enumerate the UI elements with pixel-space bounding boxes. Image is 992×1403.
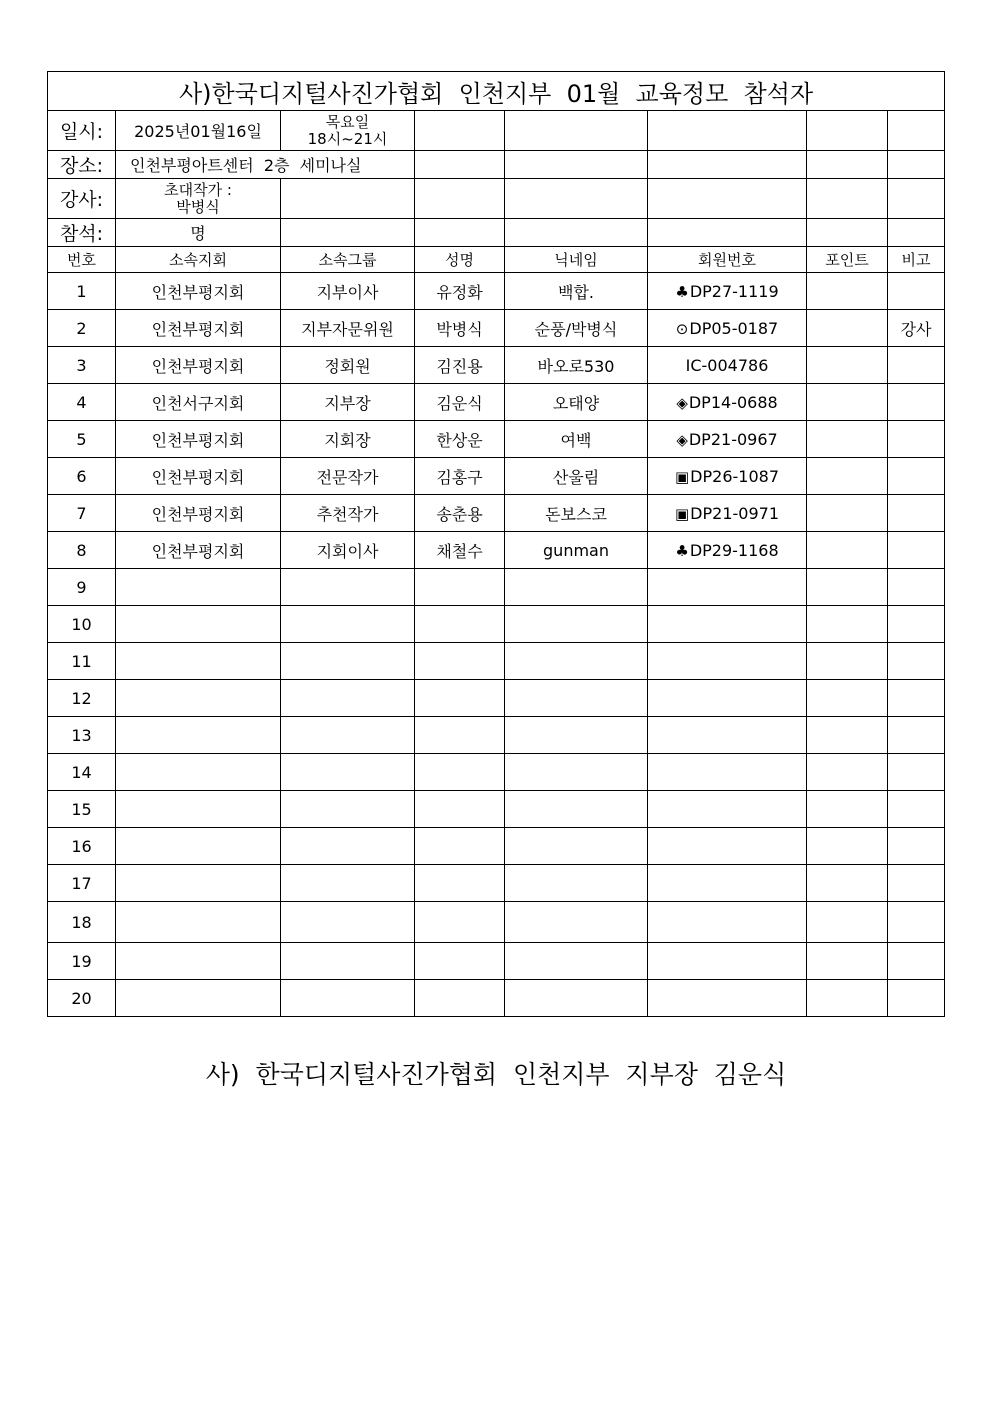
lecturer-label: 강사:	[48, 179, 116, 219]
note-cell	[888, 791, 945, 828]
name-cell	[415, 606, 505, 643]
group-cell	[281, 828, 415, 865]
branch-cell: 인천서구지회	[116, 384, 281, 421]
note-cell: 강사	[888, 310, 945, 347]
row-number: 18	[48, 902, 116, 943]
point-cell	[807, 458, 888, 495]
group-cell: 전문작가	[281, 458, 415, 495]
empty-cell	[505, 219, 648, 247]
column-header-point: 포인트	[807, 247, 888, 273]
row-number: 16	[48, 828, 116, 865]
note-cell	[888, 273, 945, 310]
member-number-cell	[648, 717, 807, 754]
nickname-cell	[505, 865, 648, 902]
weekday-time	[281, 111, 415, 151]
nickname-cell: gunman	[505, 532, 648, 569]
table-row	[48, 606, 945, 643]
note-cell	[888, 421, 945, 458]
member-number-cell	[648, 828, 807, 865]
table-row	[48, 791, 945, 828]
member-number: DP14-0688	[688, 392, 778, 412]
branch-cell	[116, 865, 281, 902]
point-cell	[807, 680, 888, 717]
note-cell	[888, 606, 945, 643]
note-cell	[888, 717, 945, 754]
table-row	[48, 643, 945, 680]
name-cell: 김홍구	[415, 458, 505, 495]
group-cell	[281, 717, 415, 754]
branch-cell	[116, 717, 281, 754]
name-cell: 송춘용	[415, 495, 505, 532]
nickname-cell: 순풍/박병식	[505, 310, 648, 347]
table-row	[48, 680, 945, 717]
name-cell: 박병식	[415, 310, 505, 347]
branch-cell	[116, 569, 281, 606]
nickname-cell	[505, 902, 648, 943]
nickname-cell: 오태양	[505, 384, 648, 421]
name-cell	[415, 643, 505, 680]
row-number: 20	[48, 980, 116, 1017]
column-header-branch: 소속지회	[116, 247, 281, 273]
time-range: 18시~21시	[307, 129, 388, 148]
nickname-cell	[505, 980, 648, 1017]
column-header-nickname: 닉네임	[505, 247, 648, 273]
empty-cell	[807, 219, 888, 247]
table-row	[48, 902, 945, 943]
name-cell	[415, 980, 505, 1017]
row-number: 7	[48, 495, 116, 532]
name-cell: 채철수	[415, 532, 505, 569]
name-cell	[415, 828, 505, 865]
empty-cell	[648, 219, 807, 247]
table-row	[48, 384, 945, 421]
member-number-cell	[648, 980, 807, 1017]
branch-cell	[116, 828, 281, 865]
point-cell	[807, 865, 888, 902]
point-cell	[807, 791, 888, 828]
branch-cell	[116, 606, 281, 643]
name-cell	[415, 717, 505, 754]
branch-cell	[116, 791, 281, 828]
empty-cell	[648, 151, 807, 179]
column-header-note: 비고	[888, 247, 945, 273]
group-cell	[281, 643, 415, 680]
group-cell	[281, 980, 415, 1017]
nickname-cell	[505, 643, 648, 680]
table-row	[48, 865, 945, 902]
row-number: 11	[48, 643, 116, 680]
group-cell: 지부이사	[281, 273, 415, 310]
empty-cell	[505, 179, 648, 219]
member-number: IC-004786	[685, 355, 769, 375]
group-cell: 정회원	[281, 347, 415, 384]
member-grade-symbol: ▣	[674, 504, 690, 523]
nickname-cell	[505, 606, 648, 643]
group-cell: 추천작가	[281, 495, 415, 532]
branch-cell: 인천부평지회	[116, 458, 281, 495]
empty-cell	[888, 219, 945, 247]
member-grade-symbol: ◈	[676, 393, 688, 412]
member-grade-symbol: ▣	[674, 467, 690, 486]
lecturer-name: 박병식	[176, 197, 220, 216]
table-row	[48, 458, 945, 495]
point-cell	[807, 643, 888, 680]
group-cell: 지회장	[281, 421, 415, 458]
note-cell	[888, 458, 945, 495]
nickname-cell	[505, 680, 648, 717]
point-cell	[807, 980, 888, 1017]
branch-cell: 인천부평지회	[116, 532, 281, 569]
row-number: 3	[48, 347, 116, 384]
member-grade-symbol: ⊙	[675, 319, 689, 338]
point-cell	[807, 310, 888, 347]
empty-cell	[415, 151, 505, 179]
note-cell	[888, 902, 945, 943]
member-number: DP29-1168	[689, 540, 779, 560]
branch-cell: 인천부평지회	[116, 347, 281, 384]
name-cell	[415, 791, 505, 828]
empty-cell	[648, 179, 807, 219]
footer-signature: 사) 한국디지털사진가협회 인천지부 지부장 김운식	[205, 1060, 787, 1089]
nickname-cell	[505, 717, 648, 754]
member-number-cell	[648, 643, 807, 680]
empty-cell	[415, 179, 505, 219]
attendance-table	[47, 71, 945, 1017]
empty-cell	[888, 111, 945, 151]
member-number: DP21-0971	[690, 503, 779, 523]
nickname-cell: 백합.	[505, 273, 648, 310]
table-row	[48, 943, 945, 980]
point-cell	[807, 943, 888, 980]
note-cell	[888, 347, 945, 384]
point-cell	[807, 273, 888, 310]
attend-value: 명	[116, 219, 281, 247]
point-cell	[807, 902, 888, 943]
name-cell	[415, 865, 505, 902]
point-cell	[807, 828, 888, 865]
date-value: 2025년01월16일	[116, 111, 281, 151]
branch-cell	[116, 980, 281, 1017]
empty-cell	[807, 179, 888, 219]
empty-cell	[415, 111, 505, 151]
branch-cell: 인천부평지회	[116, 273, 281, 310]
group-cell	[281, 865, 415, 902]
row-number: 15	[48, 791, 116, 828]
note-cell	[888, 865, 945, 902]
member-grade-symbol: ♣	[675, 282, 689, 301]
branch-cell	[116, 754, 281, 791]
table-row	[48, 569, 945, 606]
table-row	[48, 980, 945, 1017]
table-row	[48, 421, 945, 458]
row-number: 4	[48, 384, 116, 421]
name-cell: 김운식	[415, 384, 505, 421]
table-row	[48, 273, 945, 310]
nickname-cell	[505, 569, 648, 606]
empty-cell	[648, 111, 807, 151]
note-cell	[888, 943, 945, 980]
name-cell: 유정화	[415, 273, 505, 310]
row-number: 13	[48, 717, 116, 754]
table-row	[48, 310, 945, 347]
row-number: 2	[48, 310, 116, 347]
table-row	[48, 754, 945, 791]
empty-cell	[281, 219, 415, 247]
note-cell	[888, 532, 945, 569]
point-cell	[807, 495, 888, 532]
member-number-cell	[648, 532, 807, 569]
member-number: DP27-1119	[689, 281, 779, 301]
branch-cell	[116, 643, 281, 680]
point-cell	[807, 532, 888, 569]
point-cell	[807, 347, 888, 384]
note-cell	[888, 754, 945, 791]
nickname-cell: 산울림	[505, 458, 648, 495]
member-number: DP05-0187	[689, 318, 779, 338]
table-row	[48, 495, 945, 532]
empty-cell	[281, 179, 415, 219]
row-number: 17	[48, 865, 116, 902]
group-cell	[281, 569, 415, 606]
branch-cell	[116, 943, 281, 980]
table-row	[48, 347, 945, 384]
row-number: 19	[48, 943, 116, 980]
nickname-cell: 여백	[505, 421, 648, 458]
branch-cell: 인천부평지회	[116, 495, 281, 532]
point-cell	[807, 569, 888, 606]
name-cell	[415, 943, 505, 980]
group-cell: 지회이사	[281, 532, 415, 569]
nickname-cell	[505, 828, 648, 865]
row-number: 9	[48, 569, 116, 606]
column-header-name: 성명	[415, 247, 505, 273]
point-cell	[807, 717, 888, 754]
member-number: DP21-0967	[688, 429, 778, 449]
row-number: 5	[48, 421, 116, 458]
member-number-cell	[648, 943, 807, 980]
row-number: 14	[48, 754, 116, 791]
row-number: 10	[48, 606, 116, 643]
branch-cell: 인천부평지회	[116, 421, 281, 458]
member-number-cell	[648, 310, 807, 347]
note-cell	[888, 980, 945, 1017]
empty-cell	[415, 219, 505, 247]
member-number: DP26-1087	[690, 466, 779, 486]
branch-cell	[116, 680, 281, 717]
name-cell: 한상운	[415, 421, 505, 458]
note-cell	[888, 680, 945, 717]
group-cell	[281, 680, 415, 717]
name-cell: 김진용	[415, 347, 505, 384]
member-grade-symbol: ◈	[676, 430, 688, 449]
row-number: 6	[48, 458, 116, 495]
table-row	[48, 828, 945, 865]
empty-cell	[807, 111, 888, 151]
nickname-cell: 바오로530	[505, 347, 648, 384]
point-cell	[807, 606, 888, 643]
member-number-cell	[648, 458, 807, 495]
member-number-cell	[648, 495, 807, 532]
document-title: 사)한국디지털사진가협회 인천지부 01월 교육정모 참석자	[48, 72, 945, 111]
place-label: 장소:	[48, 151, 116, 179]
weekday: 목요일	[325, 112, 370, 131]
empty-cell	[888, 179, 945, 219]
note-cell	[888, 569, 945, 606]
member-number-cell	[648, 791, 807, 828]
group-cell	[281, 791, 415, 828]
point-cell	[807, 384, 888, 421]
branch-cell	[116, 902, 281, 943]
group-cell: 지부자문위원	[281, 310, 415, 347]
empty-cell	[505, 151, 648, 179]
name-cell	[415, 902, 505, 943]
name-cell	[415, 680, 505, 717]
member-number-cell	[648, 865, 807, 902]
member-number-cell	[648, 902, 807, 943]
group-cell	[281, 943, 415, 980]
member-grade-symbol: ♣	[675, 541, 689, 560]
point-cell	[807, 421, 888, 458]
column-header-group: 소속그룹	[281, 247, 415, 273]
member-number-cell	[648, 384, 807, 421]
nickname-cell	[505, 943, 648, 980]
row-number: 8	[48, 532, 116, 569]
column-header-number: 번호	[48, 247, 116, 273]
group-cell: 지부장	[281, 384, 415, 421]
member-number-cell	[648, 421, 807, 458]
point-cell	[807, 754, 888, 791]
name-cell	[415, 754, 505, 791]
member-number-cell	[648, 273, 807, 310]
group-cell	[281, 902, 415, 943]
row-number: 12	[48, 680, 116, 717]
date-label: 일시:	[48, 111, 116, 151]
member-number-cell	[648, 606, 807, 643]
row-number: 1	[48, 273, 116, 310]
column-header-member-number: 회원번호	[648, 247, 807, 273]
note-cell	[888, 828, 945, 865]
empty-cell	[888, 151, 945, 179]
lecturer-value	[116, 179, 281, 219]
member-number-cell	[648, 754, 807, 791]
empty-cell	[505, 111, 648, 151]
name-cell	[415, 569, 505, 606]
empty-cell	[807, 151, 888, 179]
group-cell	[281, 754, 415, 791]
lecturer-title: 초대작가 :	[164, 180, 232, 199]
nickname-cell	[505, 754, 648, 791]
attend-label: 참석:	[48, 219, 116, 247]
note-cell	[888, 495, 945, 532]
member-number-cell	[648, 680, 807, 717]
nickname-cell: 돈보스코	[505, 495, 648, 532]
group-cell	[281, 606, 415, 643]
branch-cell: 인천부평지회	[116, 310, 281, 347]
column-header-row	[48, 247, 945, 273]
table-row	[48, 717, 945, 754]
member-number-cell	[648, 569, 807, 606]
member-number-cell	[648, 347, 807, 384]
place-value: 인천부평아트센터 2층 세미나실	[116, 151, 415, 179]
nickname-cell	[505, 791, 648, 828]
note-cell	[888, 384, 945, 421]
note-cell	[888, 643, 945, 680]
table-row	[48, 532, 945, 569]
